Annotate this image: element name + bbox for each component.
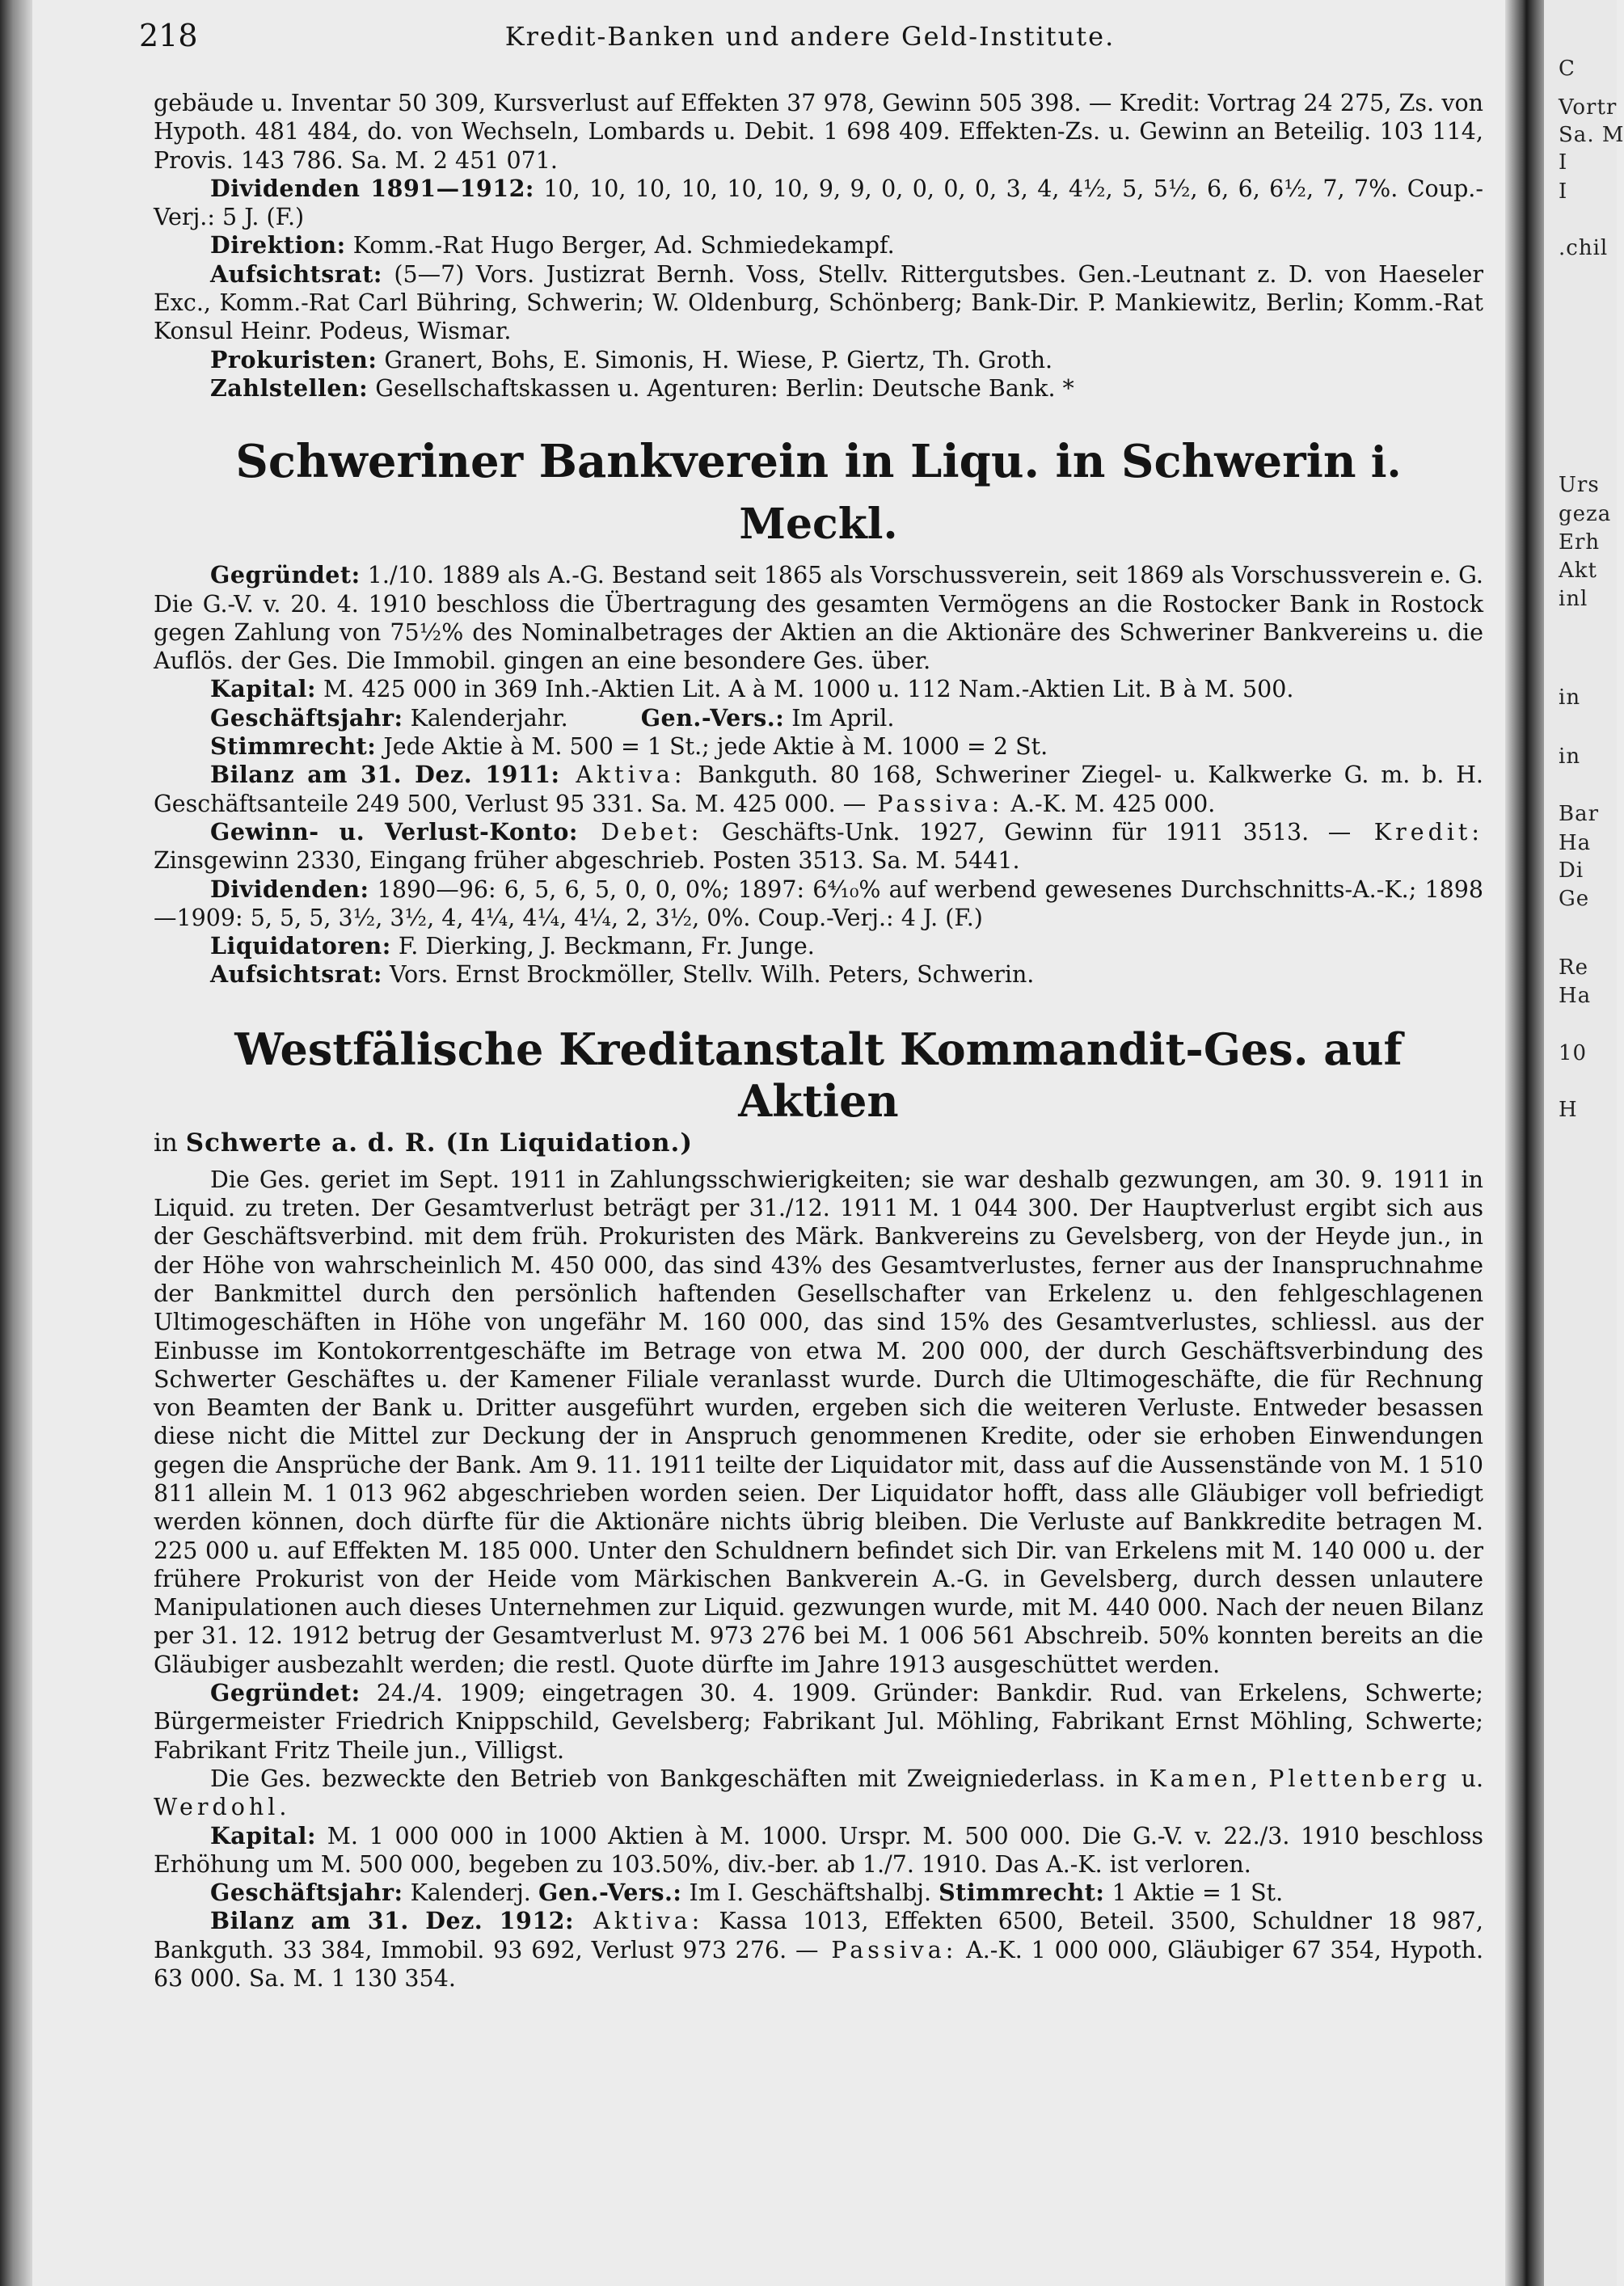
stimmrecht-entry: Stimmrecht: Jede Aktie à M. 500 = 1 St.; jede Aktie à M. 1000 = 2 St. [210, 732, 1048, 761]
adjacent-fragment: Vortr [1559, 95, 1618, 120]
kapital-entry: Kapital: M. 425 000 in 369 Inh.-Aktien Lit. A à M. 1000 u. 112 Nam.-Aktien Lit. B à M. 500. [210, 675, 1294, 703]
adjacent-fragment: in [1559, 744, 1581, 769]
liquidation-narrative: Die Ges. geriet im Sept. 1911 in Zahlungsschwierigkeiten; sie war deshalb gezwungen, am 30. 9. 1911 in Liquid. zu treten. Der Gesamtverlust beträgt per 31./12. 1911 M. 1 044 300. Der Hauptverlust ergibt sich aus der Geschäftsverbind. mit dem früh. Prokuristen des Märk. Bankvereins zu Gevelsberg, von der Heyde jun., in der Höhe von wahrscheinlich M. 450 000, das sind 43% des Gesamtverlustes, ferner aus der Inanspruchnahme der Bankmittel durch den persönlich haftenden Gesellschafter van Erkelenz u. den fehlgeschlagenen Ultimogeschäften in Höhe von ungefähr M. 160 000, das sind 15% des Gesamtverlustes, schliessl. aus der Einbusse im Kontokorrentgeschäfte im Betrage von etwa M. 200 000, der durch Geschäftsverbindung des Schwerter Geschäftes u. der Kamener Filiale veranlasst wurde. Durch die Ultimogeschäfte, die für Rechnung von Beamten der Bank u. Dritter ausgeführt wurden, ergeben sich die weiteren Verluste. Entweder besassen diese nicht die Mittel zur Deckung der in Anspruch genommenen Kredite, oder sie erhoben Einwendungen gegen die Ansprüche der Bank. Am 9. 11. 1911 teilte der Liquidator mit, dass auf die Aussenstände von M. 1 510 811 allein M. 1 013 962 abgeschrieben worden seien. Der Liquidator hofft, dass alle Gläubiger voll befriedigt werden können, doch dürfte für die Aktionäre nichts übrig bleiben. Die Verluste auf Bankkredite betragen M. 225 000 u. auf Effekten M. 185 000. Unter den Schuldnern befindet sich Dir. van Erkelens mit M. 140 000 u. der frühere Prokurist von der Heide vom Märkischen Bankverein A.-G. in Gevelsberg, durch dessen unlautere Manipulationen auch dieses Unternehmen zur Liquid. gezwungen wurde, mit M. 440 000. Nach der neuen Bilanz per 31. 12. 1912 betrug der Gesamtverlust M. 973 276 bei M. 1 006 561 Abschreib. 50% konnten bereits an die Gläubiger ausbezahlt werden; die restl. Quote dürfte im Jahre 1913 ausgeschüttet werden. [154, 1166, 1483, 1678]
field-label: Direktion: [210, 231, 346, 259]
adjacent-fragment: Bar [1559, 802, 1600, 826]
company-subheading: in Schwerte a. d. R. (In Liquidation.) [154, 1128, 693, 1158]
field-label: Gegründet: [210, 1679, 361, 1707]
adjacent-fragment: I [1559, 179, 1568, 204]
liquidatoren-entry: Liquidatoren: F. Dierking, J. Beckmann, Fr. Junge. [210, 932, 815, 960]
zweck-entry: Die Ges. bezweckte den Betrieb von Bankgeschäften mit Zweigniederlass. in Kamen, Plettenberg u. Werdohl. [154, 1765, 1484, 1821]
field-label: Liquidatoren: [210, 932, 391, 960]
bilanz-entry: Bilanz am 31. Dez. 1912: Aktiva: Kassa 1013, Effekten 6500, Beteil. 3500, Schuldner 18 987, Bankguth. 33 384, Immobil. 93 692, Verlust 973 276. — Passiva: A.-K. 1 000 000, Gläubiger 67 354, Hypoth. 63 000. Sa. M. 1 130 354. [154, 1907, 1483, 1993]
field-label: Dividenden: [210, 875, 369, 903]
adjacent-fragment: Sa. M [1559, 123, 1624, 147]
adjacent-fragment: in [1559, 685, 1581, 710]
field-label: Gen.-Vers.: [640, 703, 785, 732]
field-label: Gegründet: [210, 561, 361, 589]
field-label: Geschäftsjahr: [210, 1879, 403, 1907]
company-heading: Westfälische Kreditanstalt Kommandit-Ges. auf Aktien [234, 1023, 1403, 1127]
geschaeftsjahr-entry: Geschäftsjahr: Kalenderjahr. Gen.-Vers.: Im April. [210, 703, 895, 732]
field-label: Stimmrecht: [210, 732, 377, 761]
dividenden-entry: Dividenden 1891—1912: 10, 10, 10, 10, 10, 10, 9, 9, 0, 0, 0, 0, 3, 4, 4½, 5, 5½, 6, 6, 6½, 7, 7%. Coup.-Verj.: 5 J. (F.) [154, 174, 1483, 231]
field-label: Bilanz am 31. Dez. 1911: [210, 761, 560, 789]
field-label: Gen.-Vers.: [538, 1879, 682, 1907]
adjacent-fragment: Ha [1559, 831, 1592, 855]
running-title: Kredit-Banken und andere Geld-Institute. [504, 21, 1116, 52]
page-number: 218 [139, 18, 198, 53]
page-content [139, 0, 1484, 2286]
field-label: Dividenden 1891—1912: [210, 174, 534, 202]
adjacent-fragment: Ge [1559, 887, 1590, 911]
dividenden-entry: Dividenden: 1890—96: 6, 5, 6, 5, 0, 0, 0%; 1897: 6⁴⁄₁₀% auf werbend gewesenes Durchschnitts-A.-K.; 1898—1909: 5, 5, 5, 3½, 3½, 4, 4¼, 4¼, 4¼, 2, 3½, 0%. Coup.-Verj.: 4 J. (F.) [154, 875, 1483, 931]
running-header [139, 18, 1481, 55]
field-label: Prokuristen: [210, 345, 378, 373]
scan-left-edge [0, 0, 32, 2286]
adjacent-fragment: I [1559, 150, 1568, 175]
adjacent-fragment: 10 [1559, 1041, 1588, 1065]
geschaeftsjahr-entry: Geschäftsjahr: Kalenderj. Gen.-Vers.: Im I. Geschäftshalbj. Stimmrecht: 1 Aktie = 1 St. [210, 1879, 1284, 1907]
zahlstellen-entry: Zahlstellen: Gesellschaftskassen u. Agenturen: Berlin: Deutsche Bank. * [210, 373, 1074, 402]
company-heading: Schweriner Bankverein in Liqu. in Schwerin i. Meckl. [235, 435, 1402, 550]
bilanz-entry: Bilanz am 31. Dez. 1911: Aktiva: Bankguth. 80 168, Schweriner Ziegel- u. Kalkwerke G. m. b. H. Geschäftsanteile 249 500, Verlust 95 331. Sa. M. 425 000. — Passiva: A.-K. M. 425 000. [154, 761, 1483, 817]
aufsichtsrat-entry: Aufsichtsrat: Vors. Ernst Brockmöller, Stellv. Wilh. Peters, Schwerin. [210, 960, 1035, 989]
kapital-entry: Kapital: M. 1 000 000 in 1000 Aktien à M. 1000. Urspr. M. 500 000. Die G.-V. v. 22./3. 1910 beschloss Erhöhung um M. 500 000, begeben zu 103.50%, div.-ber. ab 1./7. 1910. Das A.-K. ist verloren. [154, 1821, 1483, 1878]
adjacent-fragment: .chil [1559, 236, 1609, 260]
book-gutter [1505, 0, 1544, 2286]
adjacent-fragment: H [1559, 1098, 1578, 1122]
adjacent-fragment: Urs [1559, 473, 1600, 497]
gegruendet-entry: Gegründet: 24./4. 1909; eingetragen 30. 4. 1909. Gründer: Bankdir. Rud. van Erkelens, Schwerte; Bürgermeister Friedrich Knippschild, Gevelsberg; Fabrikant Jul. Möhling, Fabrikant Ernst Möhling, Schwerte; Fabrikant Fritz Theile jun., Villigst. [154, 1679, 1483, 1764]
adjacent-page-fragment [1544, 0, 1624, 2286]
field-label: Gewinn- u. Verlust-Konto: [210, 817, 578, 846]
field-label: Zahlstellen: [210, 373, 369, 402]
adjacent-fragment: Erh [1559, 530, 1601, 555]
prokuristen-entry: Prokuristen: Granert, Bohs, E. Simonis, H. Wiese, P. Giertz, Th. Groth. [210, 345, 1053, 373]
field-label: Bilanz am 31. Dez. 1912: [210, 1907, 575, 1935]
aufsichtsrat-entry: Aufsichtsrat: (5—7) Vors. Justizrat Bernh. Voss, Stellv. Rittergutsbes. Gen.-Leutnant z. D. von Haeseler Exc., Komm.-Rat Carl Bühring, Schwerin; W. Oldenburg, Schönberg; Bank-Dir. P. Mankiewitz, Berlin; Komm.-Rat Konsul Heinr. Podeus, Wismar. [154, 259, 1483, 345]
adjacent-fragment: inl [1559, 587, 1588, 611]
body-text [154, 89, 1483, 1993]
field-label: Kapital: [210, 1821, 316, 1849]
field-label: Aufsichtsrat: [210, 259, 382, 288]
field-label: Stimmrecht: [939, 1879, 1105, 1907]
adjacent-fragment: Ha [1559, 984, 1592, 1008]
adjacent-fragment: Di [1559, 858, 1584, 883]
adjacent-fragment: C [1559, 57, 1575, 81]
direktion-entry: Direktion: Komm.-Rat Hugo Berger, Ad. Schmiedekampf. [210, 231, 895, 259]
gegruendet-entry: Gegründet: 1./10. 1889 als A.-G. Bestand seit 1865 als Vorschussverein, seit 1869 als Vorschussverein e. G. Die G.-V. v. 20. 4. 1910 beschloss die Übertragung des gesamten Vermögens an die Rostocker Bank in Rostock gegen Zahlung von 75½% des Nominalbetrages der Aktien an die Aktionäre des Schweriner Bankvereins u. die Auflös. der Ges. Die Immobil. gingen an eine besondere Ges. über. [154, 561, 1483, 675]
field-label: Aufsichtsrat: [210, 960, 382, 989]
guv-entry: Gewinn- u. Verlust-Konto: Debet: Geschäfts-Unk. 1927, Gewinn für 1911 3513. — Kredit: Zinsgewinn 2330, Eingang früher abgeschrieb. Posten 3513. Sa. M. 5441. [154, 817, 1483, 875]
field-label: Geschäftsjahr: [210, 703, 403, 732]
field-label: Kapital: [210, 675, 316, 703]
adjacent-fragment: geza [1559, 502, 1612, 526]
adjacent-fragment: Re [1559, 955, 1588, 980]
continuation-paragraph: gebäude u. Inventar 50 309, Kursverlust auf Effekten 37 978, Gewinn 505 398. — Kredit: Vortrag 24 275, Zs. von Hypoth. 481 484, do. von Wechseln, Lombards u. Debit. 1 698 409. Effekten-Zs. u. Gewinn an Beteilig. 103 114, Provis. 143 786. Sa. M. 2 451 071. [154, 90, 1483, 174]
adjacent-fragment: Akt [1559, 559, 1597, 583]
